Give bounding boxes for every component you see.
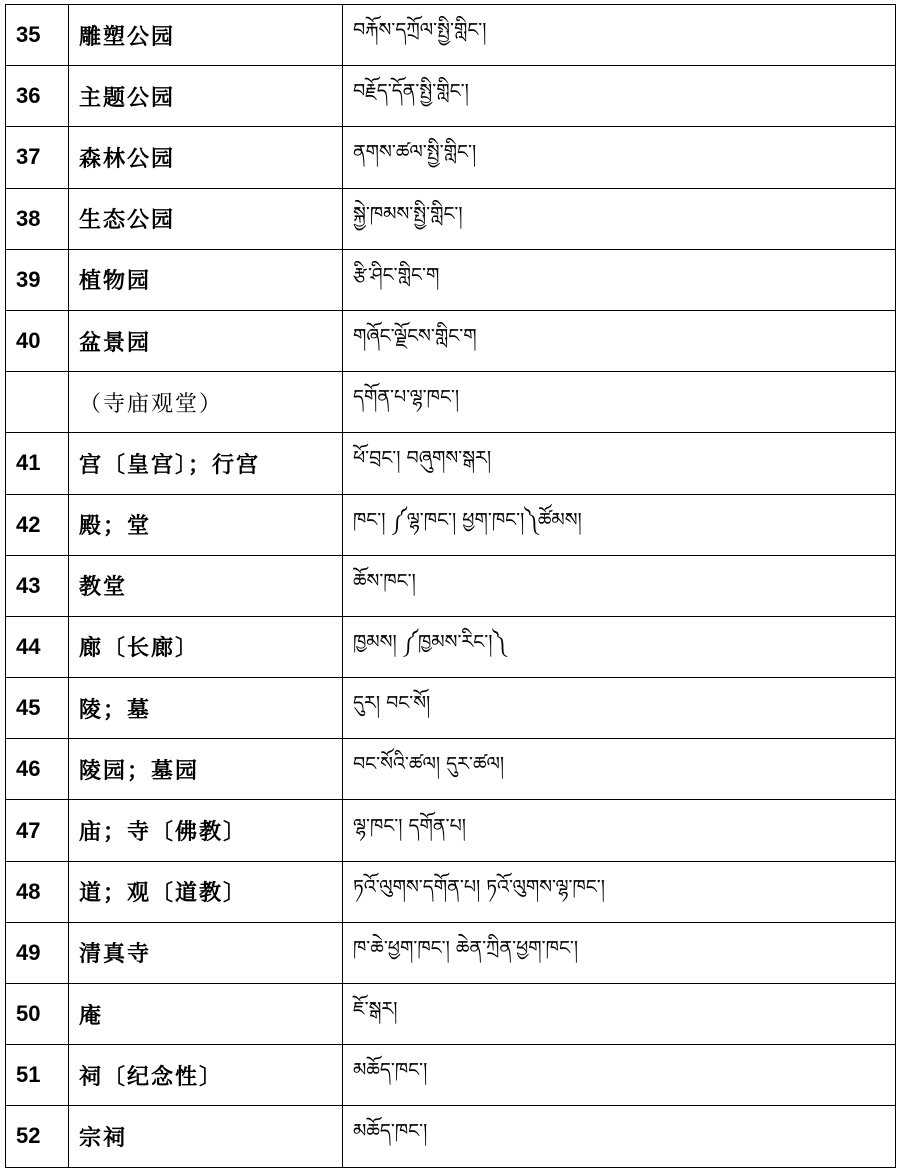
entry-number: 46 [6,739,69,800]
table-row [6,5,896,66]
section-header-row [6,372,896,433]
tibetan-term: ཁ་ཆེ་ཕྱག་ཁང་། ཆེན་ཀྲིན་ཕྱག་ཁང་། [343,922,896,983]
entry-number: 38 [6,188,69,249]
chinese-term: 宗祠 [69,1106,343,1167]
table-row [6,616,896,677]
chinese-term: 森林公园 [69,127,343,188]
chinese-term: 陵园；墓园 [69,739,343,800]
entry-number: 48 [6,861,69,922]
entry-number: 49 [6,922,69,983]
entry-number: 35 [6,5,69,66]
tibetan-term: བང་སོའི་ཚལ། དུར་ཚལ། [343,739,896,800]
tibetan-term: གཞོང་ལྗོངས་གླིང་ག [343,310,896,371]
chinese-term: 道；观〔道教〕 [69,861,343,922]
tibetan-term: ནགས་ཚལ་སྤྱི་གླིང་། [343,127,896,188]
chinese-term: 祠〔纪念性〕 [69,1045,343,1106]
chinese-term: 清真寺 [69,922,343,983]
chinese-term: 宫〔皇宫〕；行宫 [69,433,343,494]
chinese-term: 殿；堂 [69,494,343,555]
chinese-term: 陵；墓 [69,678,343,739]
tibetan-term: ཆོས་ཁང་། [343,555,896,616]
chinese-term: 植物园 [69,249,343,310]
tibetan-term: སྐྱེ་ཁམས་སྤྱི་གླིང་། [343,188,896,249]
table-row [6,861,896,922]
table-row [6,984,896,1045]
tibetan-term: ཏའོ་ལུགས་དགོན་པ། ཏའོ་ལུགས་ལྷ་ཁང་། [343,861,896,922]
table-row [6,555,896,616]
table-row [6,310,896,371]
table-row [6,739,896,800]
entry-number [6,372,69,433]
entry-number: 51 [6,1045,69,1106]
chinese-term: 庵 [69,984,343,1045]
glossary-table-body [6,5,896,1168]
glossary-table [5,4,896,1168]
table-row [6,922,896,983]
chinese-term: 廊〔长廊〕 [69,616,343,677]
entry-number: 36 [6,66,69,127]
tibetan-term: ཇོ་སྒར། [343,984,896,1045]
tibetan-term: མཆོད་ཁང་། [343,1045,896,1106]
table-row [6,1106,896,1167]
entry-number: 37 [6,127,69,188]
table-row [6,494,896,555]
table-row [6,800,896,861]
chinese-term: 生态公园 [69,188,343,249]
entry-number: 39 [6,249,69,310]
entry-number: 52 [6,1106,69,1167]
entry-number: 42 [6,494,69,555]
tibetan-term: དུར། བང་སོ། [343,678,896,739]
tibetan-term: ཁང་། ༼ལྷ་ཁང་། ཕྱག་ཁང་།༽ཚོམས། [343,494,896,555]
tibetan-term: ཁྱམས། ༼ཁྱམས་རིང་།༽ [343,616,896,677]
tibetan-term: བརྗོད་དོན་སྤྱི་གླིང་། [343,66,896,127]
entry-number: 50 [6,984,69,1045]
tibetan-section-heading: དགོན་པ་ལྷ་ཁང་། [343,372,896,433]
table-row [6,188,896,249]
chinese-term: 主题公园 [69,66,343,127]
table-row [6,127,896,188]
entry-number: 40 [6,310,69,371]
table-row [6,1045,896,1106]
table-row [6,249,896,310]
section-heading: （寺庙观堂） [69,372,343,433]
chinese-term: 教堂 [69,555,343,616]
tibetan-term: མཆོད་ཁང་། [343,1106,896,1167]
table-row [6,678,896,739]
chinese-term: 盆景园 [69,310,343,371]
tibetan-term: ཕོ་བྲང་། བཞུགས་སྒར། [343,433,896,494]
table-row [6,66,896,127]
entry-number: 41 [6,433,69,494]
tibetan-term: རྩི་ཤིང་གླིང་ག [343,249,896,310]
entry-number: 47 [6,800,69,861]
chinese-term: 庙；寺〔佛教〕 [69,800,343,861]
entry-number: 43 [6,555,69,616]
tibetan-term: བརྐོས་དཀྲོལ་སྤྱི་གླིང་། [343,5,896,66]
entry-number: 45 [6,678,69,739]
chinese-term: 雕塑公园 [69,5,343,66]
tibetan-term: ལྷ་ཁང་། དགོན་པ། [343,800,896,861]
entry-number: 44 [6,616,69,677]
table-row [6,433,896,494]
